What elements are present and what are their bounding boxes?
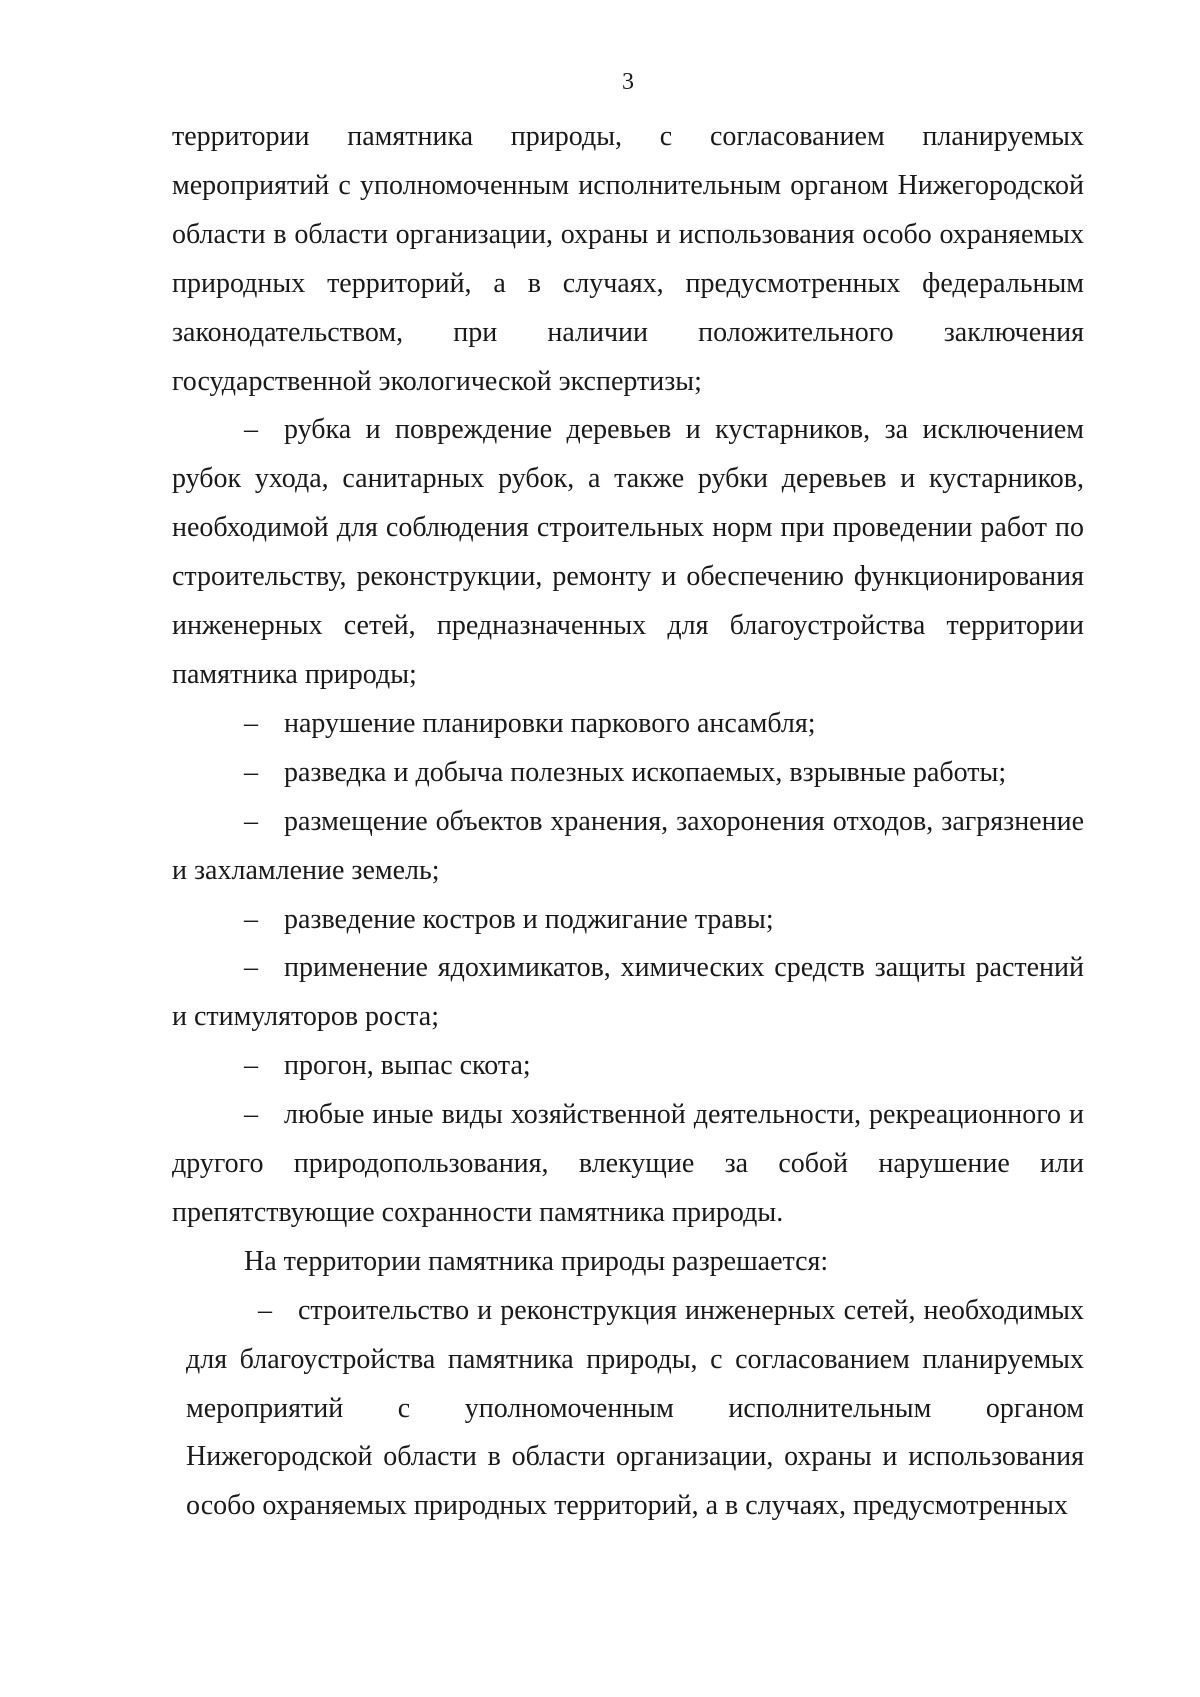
dash-marker: – <box>244 756 258 788</box>
document-body <box>172 113 1084 1531</box>
dash-marker: – <box>258 1294 272 1326</box>
dash-marker: – <box>244 952 258 984</box>
list-item-prohibited <box>172 1042 1084 1091</box>
list-item-prohibited <box>172 896 1084 945</box>
list-item-prohibited <box>172 406 1084 699</box>
dash-marker: – <box>244 805 258 837</box>
list-item-text: разведение костров и поджигание травы; <box>284 903 774 935</box>
dash-marker: – <box>244 1050 258 1082</box>
list-item-text: строительство и реконструкция инженерных сетей, необходимых для благоустройства памятника природы, с согласованием планируемых мероприятий с уполномоченным исполнительным органом Нижегородской области в области организации, охраны и использования особо охраняемых природных территорий, а в случаях, предусмотренных <box>186 1294 1084 1522</box>
list-item-text: рубка и повреждение деревьев и кустарников, за исключением рубок ухода, санитарных рубок, а также рубки деревьев и кустарников, необходимой для соблюдения строительных норм при проведении работ по строительству, реконструкции, ремонту и обеспечению функционирования инженерных сетей, предназначенных для благоустройства территории памятника природы; <box>172 414 1084 690</box>
list-item-text: применение ядохимикатов, химических средств защиты растений и стимуляторов роста; <box>172 952 1084 1033</box>
dash-marker: – <box>244 707 258 739</box>
paragraph-continuation: территории памятника природы, с согласованием планируемых мероприятий с уполномоченным исполнительным органом Нижегородской области в области организации, охраны и использования особо охраняемых природных территорий, а в случаях, предусмотренных федеральным законодательством, при наличии положительного заключения государственной экологической экспертизы; <box>172 121 1084 397</box>
section-intro-paragraph: На территории памятника природы разрешается: <box>244 1245 829 1277</box>
list-item-prohibited <box>172 749 1084 798</box>
list-item-text: разведка и добыча полезных ископаемых, взрывные работы; <box>284 756 1007 788</box>
list-item-prohibited <box>172 798 1084 896</box>
list-item-prohibited <box>172 944 1084 1042</box>
page-number: 3 <box>622 69 634 95</box>
list-item-prohibited <box>172 1091 1084 1238</box>
list-item-permitted <box>186 1287 1084 1532</box>
list-item-text: нарушение планировки паркового ансамбля; <box>284 707 816 739</box>
list-item-text: любые иные виды хозяйственной деятельности, рекреационного и другого природопользования, влекущие за собой нарушение или препятствующие сохранности памятника природы. <box>172 1099 1084 1228</box>
list-item-text: размещение объектов хранения, захоронения отходов, загрязнение и захламление земель; <box>172 805 1084 886</box>
dash-marker: – <box>244 903 258 935</box>
list-item-prohibited <box>172 700 1084 749</box>
list-item-text: прогон, выпас скота; <box>284 1050 531 1082</box>
dash-marker: – <box>244 414 258 446</box>
dash-marker: – <box>244 1099 258 1131</box>
